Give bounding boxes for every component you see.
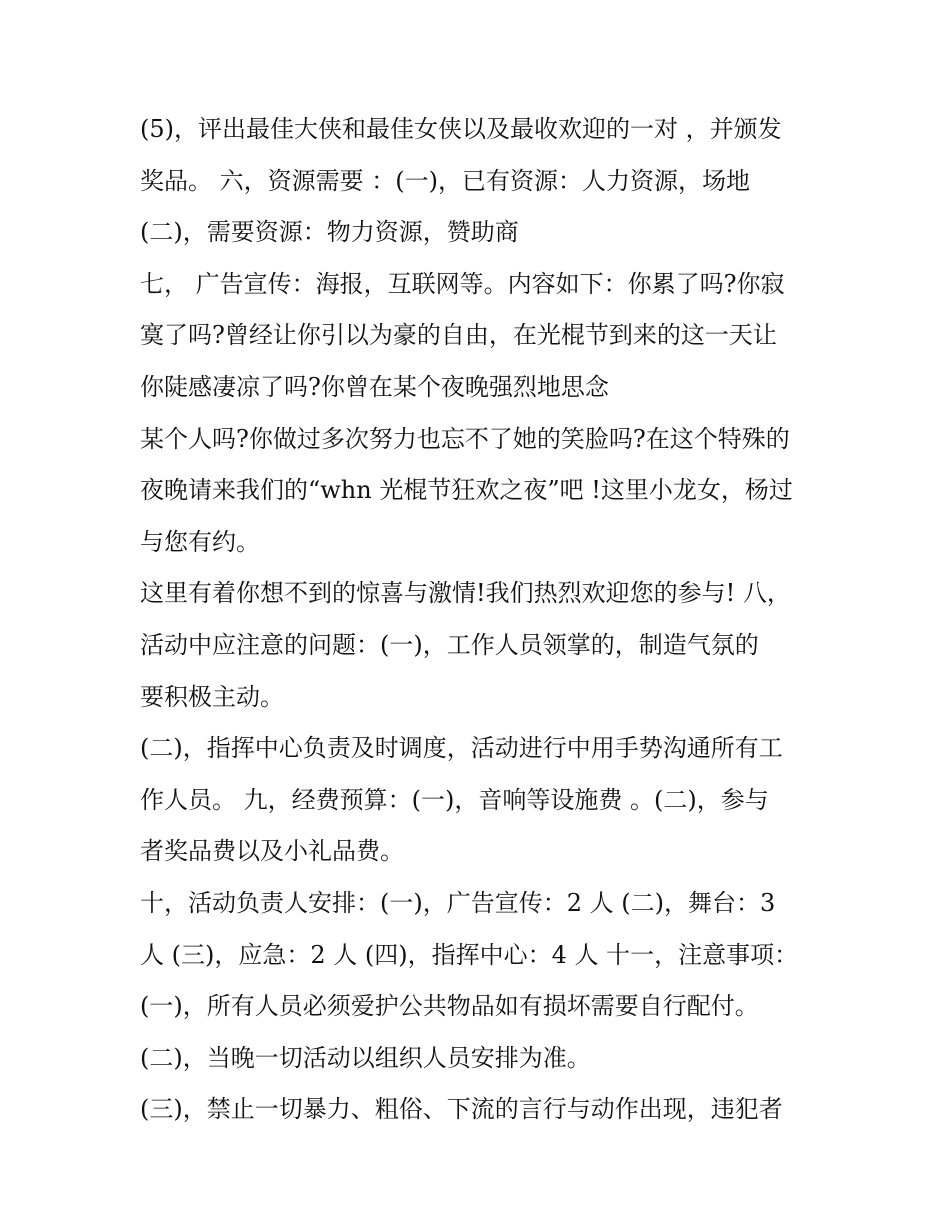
text-line: 寞了吗?曾经让你引以为豪的自由，在光棍节到来的这一天让 xyxy=(140,321,777,350)
text-line: 人 (三)，应急：2 人 (四)，指挥中心：4 人 十一，注意事项： xyxy=(140,940,799,969)
text-line: (三)，禁止一切暴力、粗俗、下流的言行与动作出现，违犯者 xyxy=(140,1095,783,1124)
text-line: 要积极主动。 xyxy=(140,682,284,711)
text-line: 你陡感凄凉了吗?你曾在某个夜晚强烈地思念 xyxy=(140,372,609,401)
text-line: 十，活动负责人安排：(一)，广告宣传：2 人 (二)，舞台：3 xyxy=(140,888,776,917)
text-line: (5)，评出最佳大侠和最佳女侠以及最收欢迎的一对 ，并颁发 xyxy=(140,115,782,143)
text-line: 者奖品费以及小礼品费。 xyxy=(140,837,404,866)
text-line: 活动中应注意的问题：(一)，工作人员领掌的，制造气氛的 xyxy=(140,630,759,659)
text-line: 与您有约。 xyxy=(140,527,260,556)
text-line: 夜晚请来我们的“whn 光棍节狂欢之夜”吧 !这里小龙女，杨过 xyxy=(140,476,793,505)
text-line: 奖品。 六，资源需要 ：(一)，已有资源：人力资源，场地 xyxy=(140,166,750,195)
text-line: (二)，需要资源：物力资源，赞助商 xyxy=(140,218,519,247)
text-line: (一)，所有人员必须爱护公共物品如有损坏需要自行配付。 xyxy=(140,992,759,1021)
document-body xyxy=(140,104,820,1136)
text-line: 作人员。 九，经费预算：(一)，音响等设施费 。(二)，参与 xyxy=(140,785,769,814)
text-line: (二)，指挥中心负责及时调度，活动进行中用手势沟通所有工 xyxy=(140,734,783,763)
text-line: (二)，当晚一切活动以组织人员安排为准。 xyxy=(140,1043,591,1072)
text-line: 某个人吗?你做过多次努力也忘不了她的笑脸吗?在这个特殊的 xyxy=(140,424,790,453)
text-line: 这里有着你想不到的惊喜与激情!我们热烈欢迎您的参与! 八， xyxy=(140,579,791,608)
text-line: 七， 广告宣传：海报，互联网等。内容如下：你累了吗?你寂 xyxy=(140,269,785,298)
